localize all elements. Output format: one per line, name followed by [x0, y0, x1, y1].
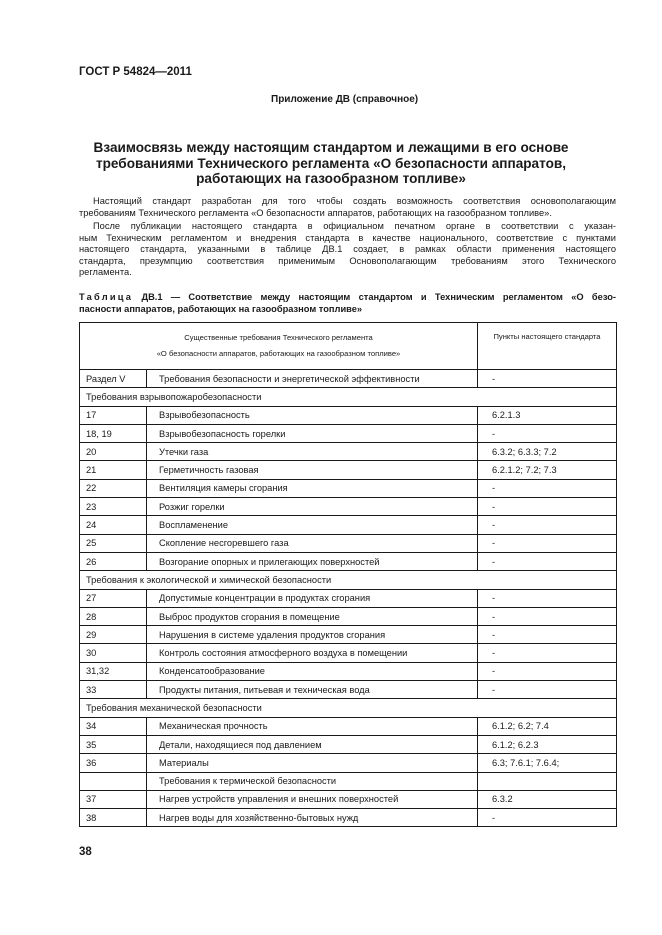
standard-clauses: [478, 772, 617, 790]
standard-clauses: -: [478, 589, 617, 607]
table-row: [80, 735, 617, 753]
standard-clauses: -: [478, 607, 617, 625]
standard-clauses: 6.3.2; 6.3.3; 7.2: [478, 443, 617, 461]
table-row: [80, 516, 617, 534]
standard-clauses: 6.1.2; 6.2.3: [478, 735, 617, 753]
paragraph-line: ным Техническим регламентом и внедрения стандарта в качестве национального, соответствие с пунктами: [79, 232, 616, 243]
standard-clauses: -: [478, 479, 617, 497]
requirement: Контроль состояния атмосферного воздуха в помещении: [147, 644, 478, 662]
caption-text: ДВ.1 — Соответствие между настоящим стандартом и Техническим регламентом «О безо-: [133, 292, 616, 302]
requirement: Утечки газа: [147, 443, 478, 461]
standard-clauses: -: [478, 662, 617, 680]
table-row: [80, 552, 617, 570]
clause-number: 20: [80, 443, 147, 461]
requirement: Возгорание опорных и прилегающих поверхностей: [147, 552, 478, 570]
requirement: Взрывобезопасность: [147, 406, 478, 424]
clause-number: Раздел V: [80, 370, 147, 388]
standard-clauses: 6.2.1.3: [478, 406, 617, 424]
caption-line: [79, 291, 616, 303]
clause-number: 26: [80, 552, 147, 570]
clause-number: 17: [80, 406, 147, 424]
requirement: Воспламенение: [147, 516, 478, 534]
clause-number: 31,32: [80, 662, 147, 680]
requirement: Взрывобезопасность горелки: [147, 424, 478, 442]
standard-clauses: 6.3.2: [478, 790, 617, 808]
requirement: Допустимые концентрации в продуктах сгорания: [147, 589, 478, 607]
table-row: [80, 443, 617, 461]
paragraph-line: стандарта, презумпцию соответствия применимым Основополагающим требованиям этого Технического: [79, 255, 616, 266]
section-title: Требования взрывопожаробезопасности: [80, 388, 617, 406]
standard-clauses: -: [478, 552, 617, 570]
correspondence-table: [79, 322, 617, 827]
clause-number: 25: [80, 534, 147, 552]
clause-number: 22: [80, 479, 147, 497]
clause-number: 24: [80, 516, 147, 534]
clause-number: 35: [80, 735, 147, 753]
requirement: Механическая прочность: [147, 717, 478, 735]
table-row: [80, 717, 617, 735]
table-row: [80, 406, 617, 424]
clause-number: 36: [80, 754, 147, 772]
table-section-row: [80, 571, 617, 589]
standard-clauses: 6.3; 7.6.1; 7.6.4;: [478, 754, 617, 772]
document-code: ГОСТ Р 54824—2011: [79, 66, 192, 78]
clause-number: 30: [80, 644, 147, 662]
paragraph-line: регламента.: [79, 267, 132, 278]
requirement: Нарушения в системе удаления продуктов сгорания: [147, 626, 478, 644]
requirement: Детали, находящиеся под давлением: [147, 735, 478, 753]
table-section-row: [80, 388, 617, 406]
requirement: Нагрев устройств управления и внешних поверхностей: [147, 790, 478, 808]
table-row: [80, 479, 617, 497]
table-row: [80, 754, 617, 772]
paragraph-line: После публикации настоящего стандарта в официальном печатном органе в соответствии с указан-: [93, 221, 616, 231]
requirement: Нагрев воды для хозяйственно-бытовых нужд: [147, 809, 478, 827]
appendix-heading: Приложение ДВ (справочное): [271, 94, 419, 105]
clause-number: 34: [80, 717, 147, 735]
standard-clauses: -: [478, 370, 617, 388]
table-body: [80, 323, 617, 827]
requirement: Материалы: [147, 754, 478, 772]
clause-number: 21: [80, 461, 147, 479]
requirement: Герметичность газовая: [147, 461, 478, 479]
title-line: работающих на газообразном топливе»: [196, 171, 466, 186]
paragraph-line: настоящего стандарта, указанными в таблице ДВ.1 создает, в рамках области применения настоящего: [79, 244, 616, 255]
table-row: [80, 424, 617, 442]
standard-clauses: -: [478, 809, 617, 827]
page-number: 38: [79, 846, 92, 858]
clause-number: 33: [80, 681, 147, 699]
requirement: Выброс продуктов сгорания в помещение: [147, 607, 478, 625]
clause-number: [80, 772, 147, 790]
standard-clauses: -: [478, 644, 617, 662]
table-row: [80, 809, 617, 827]
table-row: [80, 626, 617, 644]
section-title: Требования к экологической и химической безопасности: [80, 571, 617, 589]
paragraph-line: Настоящий стандарт разработан для того чтобы создать возможность соответствия основополагающим: [93, 196, 616, 206]
standard-clauses: -: [478, 424, 617, 442]
section-title: Требования механической безопасности: [80, 699, 617, 717]
requirement: Конденсатообразование: [147, 662, 478, 680]
table-row: [80, 681, 617, 699]
requirement: Требования безопасности и энергетической эффективности: [147, 370, 478, 388]
clause-number: 38: [80, 809, 147, 827]
clause-number: 23: [80, 498, 147, 516]
table-row: [80, 607, 617, 625]
standard-clauses: -: [478, 516, 617, 534]
table-row: [80, 498, 617, 516]
standard-clauses: -: [478, 498, 617, 516]
title-line: требованиями Технического регламента «О безопасности аппаратов,: [95, 155, 567, 171]
table-row: [80, 644, 617, 662]
caption-line: пасности аппаратов, работающих на газообразном топливе»: [79, 304, 363, 314]
requirement: Скопление несгоревшего газа: [147, 534, 478, 552]
header-line: «О безопасности аппаратов, работающих на газообразном топливе»: [156, 349, 401, 358]
table-row: [80, 772, 617, 790]
requirement: Розжиг горелки: [147, 498, 478, 516]
requirement: Продукты питания, питьевая и техническая вода: [147, 681, 478, 699]
title-line: Взаимосвязь между настоящим стандартом и лежащими в его основе: [93, 140, 569, 155]
standard-clauses: -: [478, 681, 617, 699]
table-row: [80, 534, 617, 552]
clause-number: 37: [80, 790, 147, 808]
requirement: Требования к термической безопасности: [147, 772, 478, 790]
standard-clauses: -: [478, 626, 617, 644]
clause-number: 28: [80, 607, 147, 625]
table-header-row: [80, 323, 617, 370]
table-row: [80, 790, 617, 808]
appendix-title: [90, 140, 572, 187]
header-clauses: Пункты настоящего стандарта: [478, 323, 617, 370]
header-requirements: [80, 323, 478, 370]
publication-paragraph: [79, 221, 616, 279]
table-section-row: [80, 699, 617, 717]
intro-paragraph: [79, 196, 616, 219]
clause-number: 27: [80, 589, 147, 607]
table-label: Таблица: [79, 292, 134, 302]
table-row: [80, 461, 617, 479]
header-line: Существенные требования Технического регламента: [184, 333, 373, 342]
table-row: [80, 662, 617, 680]
table-row: [80, 370, 617, 388]
clause-number: 18, 19: [80, 424, 147, 442]
table-row: [80, 589, 617, 607]
paragraph-line: требованиям Технического регламента «О безопасности аппаратов, работающих на газообразном топливе».: [79, 207, 552, 218]
table-caption: [79, 291, 616, 315]
standard-clauses: 6.1.2; 6.2; 7.4: [478, 717, 617, 735]
requirement: Вентиляция камеры сгорания: [147, 479, 478, 497]
clause-number: 29: [80, 626, 147, 644]
standard-clauses: 6.2.1.2; 7.2; 7.3: [478, 461, 617, 479]
standard-clauses: -: [478, 534, 617, 552]
